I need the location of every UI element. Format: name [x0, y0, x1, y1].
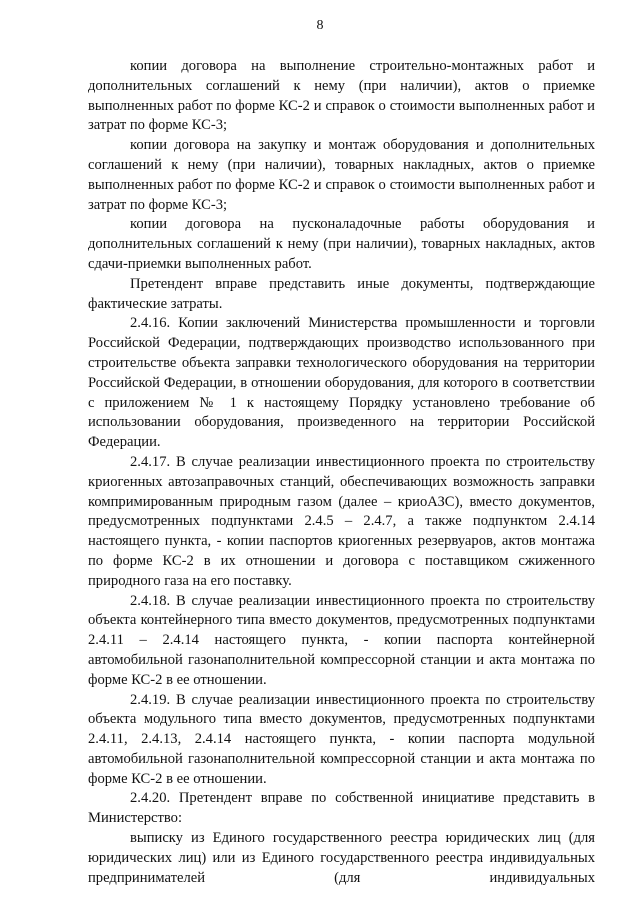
paragraph-construction-contract: копии договора на выполнение строительно-монтажных работ и дополнительных соглашений к нему (при наличии), актов о приемке выполненных работ по форме КС-2 и справок о стоимости выполненных работ и затрат по форме КС-3; — [88, 58, 595, 134]
paragraph-2-4-16: 2.4.16. Копии заключений Министерства промышленности и торговли Российской Федерации, подтверждающих производство использованного при строительстве объекта заправки технологического оборудования на территории Российской Федерации, в отношении оборудования, для которого в соответствии с приложением № 1 к настоящему Порядку установлено требование об использовании оборудования, произведенного на территории Российской Федерации. — [88, 315, 595, 451]
paragraph-2-4-19: 2.4.19. В случае реализации инвестиционного проекта по строительству объекта модульного типа вместо документов, предусмотренных подпунктами 2.4.11, 2.4.13, 2.4.14 настоящего пункта, - копии паспорта модульной автомобильной газонаполнительной компрессорной станции и акта монтажа по форме КС-2 в ее отношении. — [88, 691, 595, 787]
document-body — [88, 57, 595, 888]
paragraph-registry-extract: выписку из Единого государственного реестра юридических лиц (для юридических лиц) или из Единого государственного реестра индивидуальных предпринимателей (для индивидуальных — [88, 830, 595, 886]
paragraph-2-4-17: 2.4.17. В случае реализации инвестиционного проекта по строительству криогенных автозаправочных станций, обеспечивающих возможность заправки компримированным природным газом (далее – криоАЗС), вместо документов, предусмотренных подпунктами 2.4.5 – 2.4.7, а также подпунктом 2.4.14 настоящего пункта, - копии паспортов криогенных резервуаров, актов монтажа по форме КС-2 в их отношении и договора с поставщиком сжиженного природного газа на его поставку. — [88, 453, 595, 589]
paragraph-2-4-18: 2.4.18. В случае реализации инвестиционного проекта по строительству объекта контейнерного типа вместо документов, предусмотренных подпунктами 2.4.11 – 2.4.14 настоящего пункта, - копии паспорта контейнерной автомобильной газонаполнительной компрессорной станции и акта монтажа по форме КС-2 в ее отношении. — [88, 592, 595, 688]
paragraph-equipment-contract: копии договора на закупку и монтаж оборудования и дополнительных соглашений к нему (при наличии), товарных накладных, актов о приемке выполненных работ по форме КС-2 и справок о стоимости выполненных работ и затрат по форме КС-3; — [88, 137, 595, 213]
paragraph-2-4-20: 2.4.20. Претендент вправе по собственной инициативе представить в Министерство: — [88, 790, 595, 827]
paragraph-commissioning-contract: копии договора на пусконаладочные работы оборудования и дополнительных соглашений к нему (при наличии), товарных накладных, актов сдачи-приемки выполненных работ. — [88, 216, 595, 272]
page-number: 8 — [316, 18, 324, 33]
paragraph-other-documents: Претендент вправе представить иные документы, подтверждающие фактические затраты. — [88, 275, 595, 312]
